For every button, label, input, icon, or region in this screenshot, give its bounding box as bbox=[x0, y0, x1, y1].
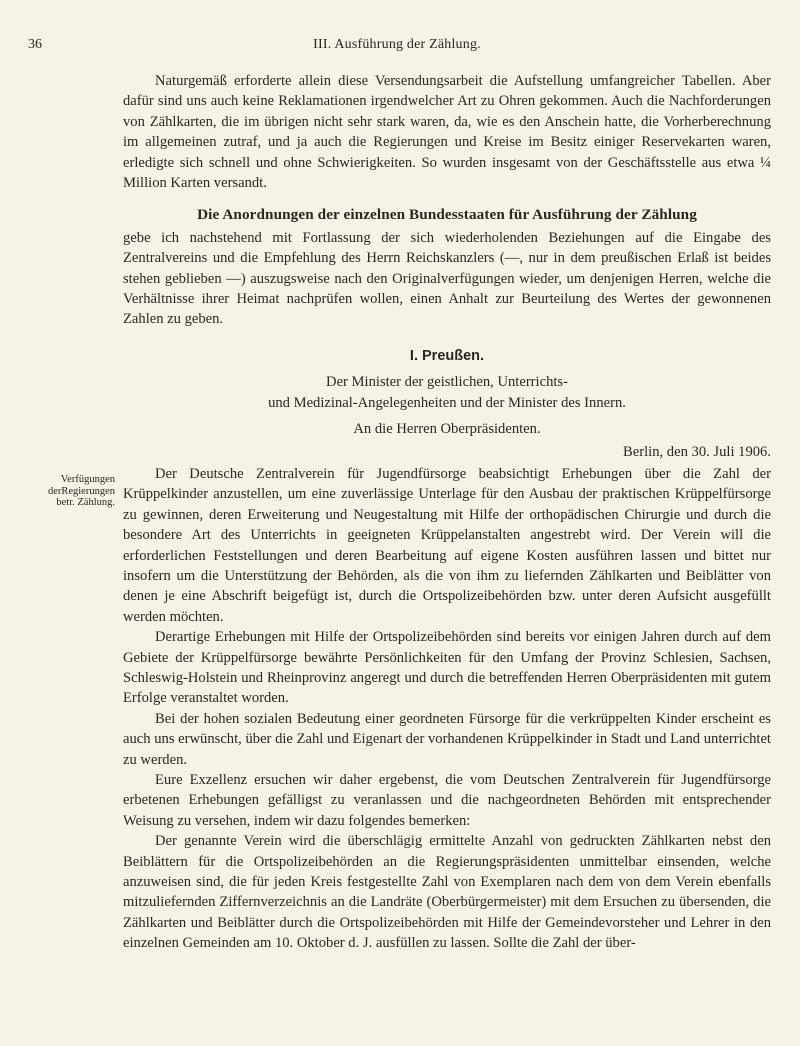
section-intro-paragraph: gebe ich nachstehend mit Fortlassung der sich wiederholenden Beziehungen auf die Eingabe des Zentralvereins und die Empfehlung des Herrn Reichskanzlers (—, nur in dem preußischen Erlaß ist beides stehen geblieben —) auszugsweise nach den Originalverfügungen wieder, um denjenigen Herren, welche die Verhältnisse ihrer Heimat nachprüfen wollen, einen Anhalt zur Beurteilung des Wertes der gewonnenen Zahlen zu geben. bbox=[123, 229, 771, 328]
body-paragraph-3: Bei der hohen sozialen Bedeutung einer geordneten Fürsorge für die verkrüppelten Kinder erscheint es auch uns erwünscht, über die Zahl und Eigenart der vorhandenen Krüppelkinder in Stadt und Land unterrichtet zu werden. bbox=[123, 710, 771, 768]
addressee-line: An die Herren Oberpräsidenten. bbox=[353, 421, 541, 438]
chapter-title: III. Ausführung der Zählung. bbox=[313, 37, 481, 52]
subsection-heading: I. Preußen. bbox=[409, 347, 485, 364]
body-paragraph-2: Derartige Erhebungen mit Hilfe der Ortspolizeibehörden sind bereits vor einigen Jahren durch auf dem Gebiete der Krüppelfürsorge bewährte Persönlichkeiten für den Umfang der Provinz Schlesien, Sachsen, Schleswig-Holstein und Rheinprovinz angeregt und durch die betreffenden Herren Oberpräsidenten mit gutem Erfolge veranstaltet worden. bbox=[123, 629, 771, 707]
running-head bbox=[28, 37, 766, 57]
place-date-line: Berlin, den 30. Juli 1906. bbox=[623, 443, 771, 460]
main-text-column bbox=[123, 71, 771, 954]
page-number: 36 bbox=[28, 37, 42, 52]
margin-note: Verfügungen derRegierungen betr. Zählung. bbox=[47, 474, 115, 508]
body-paragraph-4: Eure Exzellenz ersuchen wir daher ergebenst, die vom Deutschen Zentralverein für Jugendfürsorge erbetenen Erhebungen gefälligst zu veranlassen und die nachgeordneten Behörden mit entsprechender Weisung zu versehen, indem wir dazu folgendes bemerken: bbox=[123, 772, 771, 829]
body-paragraph-5: Der genannte Verein wird die überschlägig ermittelte Anzahl von gedruckten Zählkarten nebst den Beiblättern für die Ortspolizeibehörden an die Regierungspräsidenten unmittelbar einsenden, welche anzuweisen sind, die für jeden Kreis festgestellte Zahl von Exemplaren nach dem von dem Verein ebenfalls mitzuliefernden Ziffernverzeichnis an die Landräte (Oberbürgermeister) mit dem Ersuchen zu übersenden, die Zählkarten und Beiblätter durch die Ortspolizeibehörden mit Hilfe der Gemeindevorsteher und Lehrer in den einzelnen Gemeinden am 10. Oktober d. J. ausfüllen zu lassen. Sollte die Zahl der über- bbox=[123, 833, 771, 952]
ministry-line-1: Der Minister der geistlichen, Unterrichts- bbox=[326, 374, 568, 391]
body-paragraph-1: Der Deutsche Zentralverein für Jugendfürsorge beabsichtigt Erhebungen über die Zahl der Krüppelkinder anzustellen, um eine zuverlässige Unterlage für den Ausbau der praktischen Krüppelfürsorge zu gewinnen, deren Erweiterung und Neugestaltung mit Hilfe der orthopädischen Chirurgie und durch die besondere Art des Unterrichts in geeigneten Krüppelanstalten angestrebt wird. Der Verein will die erforderlichen Feststellungen und deren Bearbeitung auf eigene Kosten ausführen lassen und bittet nur insofern um die Unterstützung der Behörden, als die von ihm zu liefernden Zählkarten und Beiblätter von denen je eine Abschrift beigefügt ist, durch die Ortspolizeibehörden bzw. unter deren Aufsicht ausgefüllt werden möchten. bbox=[123, 465, 771, 625]
ministry-line-2: und Medizinal-Angelegenheiten und der Minister des Innern. bbox=[268, 394, 626, 411]
section-heading: Die Anordnungen der einzelnen Bundesstaaten für Ausführung der Zählung bbox=[197, 206, 697, 224]
intro-paragraph: Naturgemäß erforderte allein diese Versendungsarbeit die Aufstellung umfangreicher Tabellen. Aber dafür sind uns auch keine Reklamationen irgendwelcher Art zu Ohren gekommen. Auch die Nachforderungen von Zählkarten, die im übrigen nicht sehr stark waren, da, wie es den Anschein hatte, die Vorherberechnung im allgemeinen zutraf, und ja auch die Regierungen und Kreise im Besitz einiger Reservekarten waren, erledigte sich schnell und ohne Schwierigkeiten. So wurden insgesamt von der Geschäftsstelle aus etwa ¼ Million Karten versandt. bbox=[123, 73, 771, 192]
